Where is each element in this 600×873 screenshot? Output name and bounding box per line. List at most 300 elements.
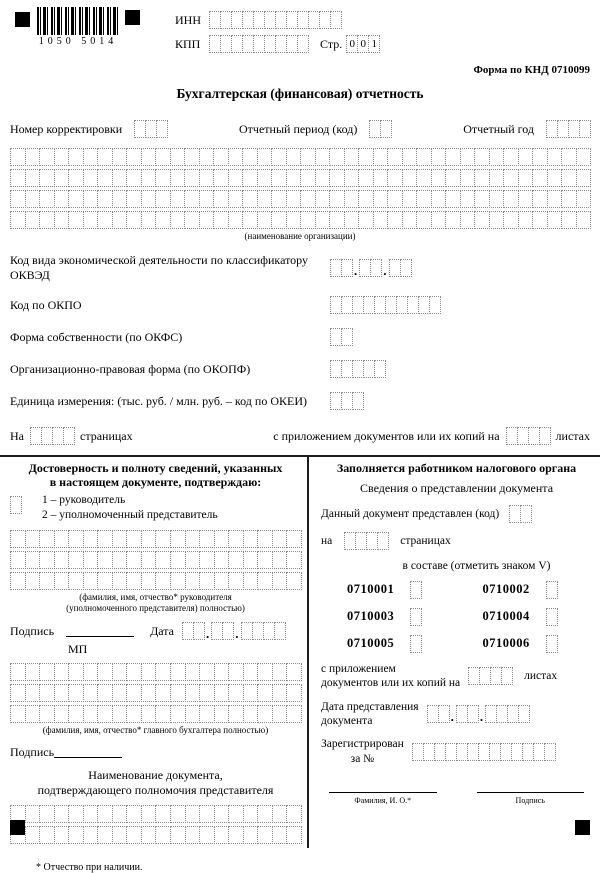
input-cell[interactable] (10, 663, 26, 681)
input-cell[interactable] (228, 826, 244, 844)
input-cell[interactable] (68, 190, 84, 208)
input-cell[interactable] (141, 684, 157, 702)
input-cell[interactable] (228, 169, 244, 187)
input-cell[interactable] (329, 148, 345, 166)
input-cell[interactable] (184, 211, 200, 229)
input-cell[interactable] (54, 663, 70, 681)
input-cell[interactable] (286, 169, 302, 187)
input-cell[interactable] (126, 551, 142, 569)
input-cell[interactable] (25, 705, 41, 723)
input-cell[interactable] (315, 148, 331, 166)
head-fio-grid[interactable] (10, 530, 301, 590)
input-cell[interactable] (185, 663, 201, 681)
input-cell[interactable] (228, 530, 244, 548)
input-cell[interactable] (83, 530, 99, 548)
input-cell[interactable] (242, 190, 258, 208)
input-cell[interactable] (25, 211, 41, 229)
input-cell[interactable] (387, 148, 403, 166)
input-cell[interactable]: 1 (368, 35, 380, 53)
input-cell[interactable] (83, 805, 99, 823)
input-cell[interactable] (539, 427, 551, 445)
input-cell[interactable] (445, 190, 461, 208)
input-cell[interactable] (243, 551, 259, 569)
input-cell[interactable] (286, 148, 302, 166)
input-cell[interactable] (83, 826, 99, 844)
input-cell[interactable] (272, 705, 288, 723)
input-cell[interactable] (315, 169, 331, 187)
input-cell[interactable] (83, 169, 99, 187)
input-cell[interactable] (68, 826, 84, 844)
input-cell[interactable] (286, 190, 302, 208)
input-cell[interactable] (68, 530, 84, 548)
input-cell[interactable] (39, 805, 55, 823)
input-cell[interactable] (54, 705, 70, 723)
okved-part1[interactable] (330, 259, 352, 277)
signer-type-checkbox[interactable] (10, 496, 21, 514)
input-cell[interactable] (377, 532, 389, 550)
input-cell[interactable] (112, 148, 128, 166)
input-cell[interactable] (243, 530, 259, 548)
input-cell[interactable] (10, 705, 26, 723)
inn-field[interactable] (209, 11, 341, 29)
input-cell[interactable] (97, 705, 113, 723)
input-cell[interactable] (213, 148, 229, 166)
accountant-fio-grid[interactable] (10, 663, 301, 723)
input-cell[interactable] (25, 826, 41, 844)
input-cell[interactable] (97, 572, 113, 590)
input-cell[interactable] (460, 211, 476, 229)
submission-date-day[interactable] (427, 705, 449, 723)
input-cell[interactable] (257, 826, 273, 844)
input-cell[interactable] (544, 743, 556, 761)
input-cell[interactable] (431, 190, 447, 208)
input-cell[interactable] (352, 392, 364, 410)
input-cell[interactable] (214, 572, 230, 590)
input-cell[interactable] (532, 211, 548, 229)
input-cell[interactable] (257, 148, 273, 166)
input-cell[interactable] (300, 190, 316, 208)
input-cell[interactable] (170, 663, 186, 681)
input-cell[interactable] (54, 148, 70, 166)
input-cell[interactable] (272, 826, 288, 844)
signature-line[interactable] (66, 625, 134, 637)
input-cell[interactable] (141, 705, 157, 723)
input-cell[interactable] (503, 211, 519, 229)
input-cell[interactable] (257, 551, 273, 569)
input-cell[interactable] (547, 211, 563, 229)
input-cell[interactable] (97, 211, 113, 229)
input-cell[interactable] (185, 705, 201, 723)
signature2-line[interactable] (54, 746, 122, 758)
okved-part3[interactable] (389, 259, 411, 277)
input-cell[interactable] (126, 826, 142, 844)
input-cell[interactable] (112, 663, 128, 681)
input-cell[interactable] (243, 572, 259, 590)
input-cell[interactable] (387, 169, 403, 187)
form-code-0710004-checkbox[interactable] (546, 608, 557, 626)
input-cell[interactable] (199, 705, 215, 723)
input-cell[interactable] (112, 169, 128, 187)
input-cell[interactable] (373, 148, 389, 166)
input-cell[interactable] (97, 530, 113, 548)
pages-count-field[interactable] (30, 427, 74, 445)
report-period-field[interactable] (369, 120, 391, 138)
input-cell[interactable] (185, 530, 201, 548)
input-cell[interactable] (141, 190, 157, 208)
input-cell[interactable] (83, 663, 99, 681)
input-cell[interactable] (474, 211, 490, 229)
input-cell[interactable] (141, 530, 157, 548)
input-cell[interactable] (300, 211, 316, 229)
input-cell[interactable] (330, 11, 342, 29)
input-cell[interactable] (214, 684, 230, 702)
input-cell[interactable]: 0 (346, 35, 358, 53)
input-cell[interactable] (141, 169, 157, 187)
input-cell[interactable] (402, 169, 418, 187)
input-cell[interactable] (126, 572, 142, 590)
input-cell[interactable] (25, 572, 41, 590)
input-cell[interactable] (39, 530, 55, 548)
input-cell[interactable] (39, 572, 55, 590)
input-cell[interactable] (10, 551, 26, 569)
input-cell[interactable] (228, 805, 244, 823)
date-year-field[interactable] (241, 622, 285, 640)
input-cell[interactable] (228, 684, 244, 702)
input-cell[interactable] (561, 169, 577, 187)
input-cell[interactable] (68, 169, 84, 187)
input-cell[interactable] (300, 169, 316, 187)
input-cell[interactable] (547, 148, 563, 166)
input-cell[interactable] (257, 684, 273, 702)
input-cell[interactable] (374, 360, 386, 378)
input-cell[interactable] (25, 530, 41, 548)
input-cell[interactable] (54, 530, 70, 548)
input-cell[interactable] (170, 530, 186, 548)
form-code-0710001-checkbox[interactable] (410, 581, 421, 599)
date-month-field[interactable] (211, 622, 233, 640)
input-cell[interactable] (155, 663, 171, 681)
input-cell[interactable] (410, 581, 422, 599)
input-cell[interactable] (503, 148, 519, 166)
input-cell[interactable] (228, 190, 244, 208)
input-cell[interactable] (10, 190, 26, 208)
input-cell[interactable] (257, 190, 273, 208)
input-cell[interactable] (315, 211, 331, 229)
input-cell[interactable] (429, 296, 441, 314)
input-cell[interactable] (387, 190, 403, 208)
input-cell[interactable] (300, 148, 316, 166)
input-cell[interactable] (228, 148, 244, 166)
okved-field[interactable] (330, 259, 411, 277)
input-cell[interactable] (214, 663, 230, 681)
input-cell[interactable] (185, 805, 201, 823)
input-cell[interactable] (39, 684, 55, 702)
input-cell[interactable] (184, 169, 200, 187)
input-cell[interactable] (39, 551, 55, 569)
input-cell[interactable] (518, 211, 534, 229)
input-cell[interactable] (243, 705, 259, 723)
input-cell[interactable] (358, 190, 374, 208)
input-cell[interactable] (112, 530, 128, 548)
input-cell[interactable] (445, 148, 461, 166)
input-cell[interactable] (474, 169, 490, 187)
input-cell[interactable] (474, 190, 490, 208)
input-cell[interactable] (83, 572, 99, 590)
input-cell[interactable] (576, 169, 592, 187)
input-cell[interactable] (170, 805, 186, 823)
input-cell[interactable] (155, 805, 171, 823)
input-cell[interactable] (380, 120, 392, 138)
input-cell[interactable] (68, 805, 84, 823)
input-cell[interactable] (126, 705, 142, 723)
input-cell[interactable] (199, 663, 215, 681)
input-cell[interactable] (10, 530, 26, 548)
input-cell[interactable] (547, 190, 563, 208)
authority-document-grid[interactable] (10, 805, 301, 844)
input-cell[interactable] (402, 211, 418, 229)
input-cell[interactable] (214, 551, 230, 569)
submission-date-month[interactable] (456, 705, 478, 723)
input-cell[interactable] (10, 148, 26, 166)
input-cell[interactable] (257, 705, 273, 723)
officer-sheets-field[interactable] (468, 667, 512, 685)
input-cell[interactable] (561, 190, 577, 208)
input-cell[interactable] (126, 805, 142, 823)
input-cell[interactable] (358, 169, 374, 187)
input-cell[interactable] (83, 148, 99, 166)
input-cell[interactable] (460, 169, 476, 187)
input-cell[interactable] (410, 608, 422, 626)
input-cell[interactable] (518, 705, 530, 723)
input-cell[interactable] (214, 826, 230, 844)
input-cell[interactable] (97, 148, 113, 166)
input-cell[interactable] (272, 663, 288, 681)
input-cell[interactable] (10, 572, 26, 590)
input-cell[interactable] (155, 190, 171, 208)
input-cell[interactable] (170, 169, 186, 187)
report-year-field[interactable] (546, 120, 590, 138)
input-cell[interactable] (199, 211, 215, 229)
form-code-0710003-checkbox[interactable] (410, 608, 421, 626)
input-cell[interactable] (185, 684, 201, 702)
input-cell[interactable] (126, 148, 142, 166)
input-cell[interactable] (489, 211, 505, 229)
input-cell[interactable] (184, 148, 200, 166)
input-cell[interactable] (416, 190, 432, 208)
input-cell[interactable] (431, 211, 447, 229)
input-cell[interactable] (112, 826, 128, 844)
input-cell[interactable] (274, 622, 286, 640)
input-cell[interactable] (25, 148, 41, 166)
input-cell[interactable] (126, 684, 142, 702)
input-cell[interactable] (228, 211, 244, 229)
input-cell[interactable] (271, 169, 287, 187)
input-cell[interactable] (10, 684, 26, 702)
organization-name-grid[interactable] (10, 148, 590, 229)
input-cell[interactable] (25, 684, 41, 702)
input-cell[interactable] (97, 805, 113, 823)
input-cell[interactable] (141, 148, 157, 166)
input-cell[interactable] (199, 530, 215, 548)
input-cell[interactable] (445, 211, 461, 229)
input-cell[interactable] (185, 551, 201, 569)
input-cell[interactable] (271, 190, 287, 208)
input-cell[interactable] (83, 551, 99, 569)
input-cell[interactable] (400, 259, 412, 277)
date-day-field[interactable] (182, 622, 204, 640)
input-cell[interactable] (243, 826, 259, 844)
input-cell[interactable] (170, 705, 186, 723)
input-cell[interactable] (576, 190, 592, 208)
input-cell[interactable] (286, 211, 302, 229)
input-cell[interactable] (460, 190, 476, 208)
input-cell[interactable] (344, 190, 360, 208)
form-code-0710005-checkbox[interactable] (410, 635, 421, 653)
input-cell[interactable] (39, 148, 55, 166)
input-cell[interactable] (416, 148, 432, 166)
input-cell[interactable] (97, 169, 113, 187)
input-cell[interactable] (97, 190, 113, 208)
input-cell[interactable] (25, 805, 41, 823)
input-cell[interactable] (54, 190, 70, 208)
input-cell[interactable] (257, 572, 273, 590)
input-cell[interactable] (155, 826, 171, 844)
input-cell[interactable] (358, 148, 374, 166)
input-cell[interactable] (257, 805, 273, 823)
input-cell[interactable] (199, 826, 215, 844)
input-cell[interactable] (155, 530, 171, 548)
input-cell[interactable] (199, 148, 215, 166)
input-cell[interactable] (126, 530, 142, 548)
input-cell[interactable] (83, 684, 99, 702)
input-cell[interactable] (431, 148, 447, 166)
input-cell[interactable] (112, 211, 128, 229)
input-cell[interactable] (141, 663, 157, 681)
input-cell[interactable] (272, 805, 288, 823)
input-cell[interactable] (213, 190, 229, 208)
sheets-count-field[interactable] (506, 427, 550, 445)
input-cell[interactable] (561, 211, 577, 229)
input-cell[interactable] (228, 663, 244, 681)
input-cell[interactable] (10, 169, 26, 187)
okopf-field[interactable] (330, 360, 385, 378)
input-cell[interactable] (257, 530, 273, 548)
input-cell[interactable] (228, 572, 244, 590)
input-cell[interactable] (431, 169, 447, 187)
input-cell[interactable] (576, 211, 592, 229)
input-cell[interactable] (297, 35, 309, 53)
input-cell[interactable] (141, 826, 157, 844)
input-cell[interactable] (503, 169, 519, 187)
input-cell[interactable] (39, 211, 55, 229)
input-cell[interactable] (416, 169, 432, 187)
input-cell[interactable] (25, 551, 41, 569)
input-cell[interactable] (25, 190, 41, 208)
input-cell[interactable] (155, 169, 171, 187)
page-number-field[interactable] (346, 35, 379, 53)
input-cell[interactable] (579, 120, 591, 138)
input-cell[interactable] (199, 805, 215, 823)
input-cell[interactable] (518, 148, 534, 166)
input-cell[interactable] (112, 190, 128, 208)
input-cell[interactable] (272, 530, 288, 548)
input-cell[interactable] (155, 684, 171, 702)
input-cell[interactable] (68, 148, 84, 166)
input-cell[interactable] (242, 148, 258, 166)
input-cell[interactable] (532, 148, 548, 166)
input-cell[interactable] (170, 551, 186, 569)
input-cell[interactable] (315, 190, 331, 208)
input-cell[interactable] (257, 169, 273, 187)
input-cell[interactable] (286, 530, 302, 548)
input-cell[interactable] (272, 572, 288, 590)
input-cell[interactable] (576, 148, 592, 166)
submission-date-year[interactable] (485, 705, 529, 723)
input-cell[interactable] (39, 169, 55, 187)
officer-signature-line[interactable] (477, 792, 585, 793)
input-cell[interactable] (54, 684, 70, 702)
input-cell[interactable] (373, 169, 389, 187)
input-cell[interactable] (112, 705, 128, 723)
input-cell[interactable] (286, 805, 302, 823)
officer-pages-field[interactable] (344, 532, 388, 550)
input-cell[interactable] (286, 551, 302, 569)
input-cell[interactable] (39, 705, 55, 723)
input-cell[interactable] (97, 663, 113, 681)
input-cell[interactable] (83, 705, 99, 723)
input-cell[interactable] (474, 148, 490, 166)
input-cell[interactable] (184, 190, 200, 208)
input-cell[interactable] (54, 572, 70, 590)
input-cell[interactable] (39, 826, 55, 844)
input-cell[interactable] (112, 684, 128, 702)
input-cell[interactable] (271, 148, 287, 166)
form-code-0710002-checkbox[interactable] (546, 581, 557, 599)
input-cell[interactable] (214, 705, 230, 723)
input-cell[interactable] (329, 190, 345, 208)
input-cell[interactable] (344, 211, 360, 229)
input-cell[interactable] (126, 169, 142, 187)
input-cell[interactable] (373, 190, 389, 208)
input-cell[interactable] (532, 169, 548, 187)
input-cell[interactable] (341, 328, 353, 346)
input-cell[interactable] (344, 148, 360, 166)
input-cell[interactable] (520, 505, 532, 523)
input-cell[interactable] (68, 705, 84, 723)
input-cell[interactable] (170, 572, 186, 590)
input-cell[interactable] (402, 148, 418, 166)
submitted-code-field[interactable] (509, 505, 531, 523)
officer-surname-line[interactable] (329, 792, 437, 793)
input-cell[interactable] (373, 211, 389, 229)
input-cell[interactable] (213, 169, 229, 187)
input-cell[interactable] (286, 663, 302, 681)
input-cell[interactable] (68, 663, 84, 681)
input-cell[interactable] (243, 663, 259, 681)
input-cell[interactable] (39, 190, 55, 208)
input-cell[interactable] (387, 211, 403, 229)
input-cell[interactable] (286, 684, 302, 702)
input-cell[interactable]: 0 (357, 35, 369, 53)
input-cell[interactable] (54, 826, 70, 844)
input-cell[interactable] (141, 572, 157, 590)
input-cell[interactable] (460, 148, 476, 166)
input-cell[interactable] (112, 551, 128, 569)
input-cell[interactable] (199, 169, 215, 187)
input-cell[interactable] (344, 169, 360, 187)
input-cell[interactable] (83, 190, 99, 208)
input-cell[interactable] (228, 551, 244, 569)
